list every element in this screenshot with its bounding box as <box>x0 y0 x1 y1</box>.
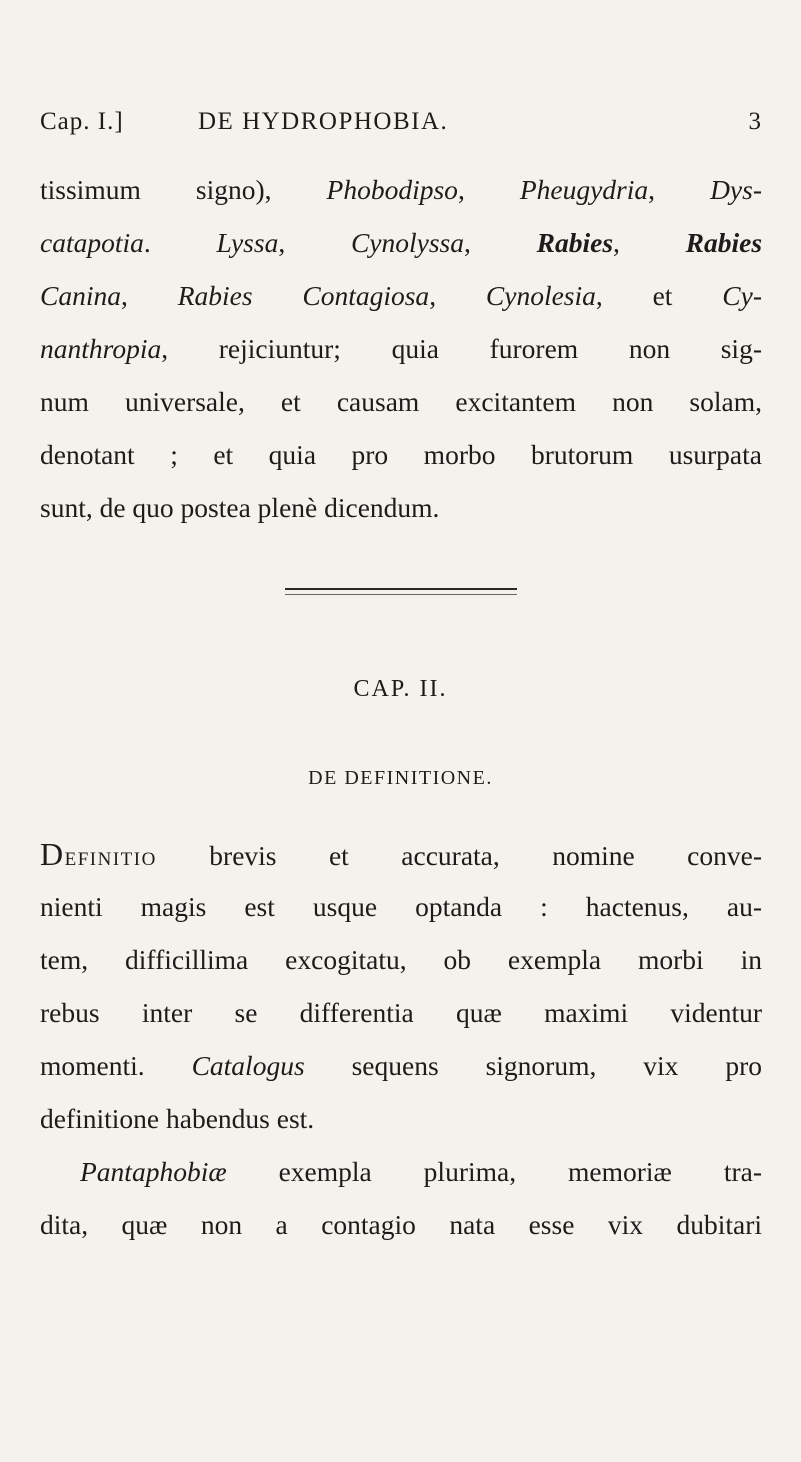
page-number: 3 <box>748 108 762 135</box>
text-line: nanthropia, rejiciuntur; quia furorem non sig- <box>40 333 762 364</box>
running-head-chapter: Cap. I.] <box>40 108 124 135</box>
text-line: catapotia. Lyssa, Cynolyssa, Rabies, Rabies <box>40 227 763 258</box>
text-line: rebus inter se differentia quæ maximi videntur <box>40 997 762 1028</box>
text-line: Pantaphobiæ exempla plurima, memoriæ tra- <box>80 1156 762 1187</box>
text-line: dita, quæ non a contagio nata esse vix dubitari <box>40 1209 762 1240</box>
text-line: denotant ; et quia pro morbo brutorum usurpata <box>40 439 762 470</box>
text-line: tem, difficillima excogitatu, ob exempla morbi in <box>40 944 762 975</box>
text-line: tissimum signo), Phobodipso, Pheugydria, Dys- <box>40 174 762 205</box>
running-head <box>40 108 762 148</box>
opening-word: Definitio <box>40 836 157 872</box>
text-line: sunt, de quo postea plenè dicendum. <box>40 492 440 523</box>
text-line: momenti. Catalogus sequens signorum, vix pro <box>40 1050 762 1081</box>
text-line: num universale, et causam excitantem non solam, <box>40 386 762 417</box>
running-head-title: DE HYDROPHOBIA. <box>198 108 449 135</box>
chapter-title: DE DEFINITIONE. <box>308 767 493 789</box>
chapter-number: CAP. II. <box>353 676 448 702</box>
text-line: Definitio brevis et accurata, nomine conve- <box>40 836 762 872</box>
section-divider <box>285 588 517 595</box>
text-line: Canina, Rabies Contagiosa, Cynolesia, et Cy- <box>40 280 762 311</box>
text-line: definitione habendus est. <box>40 1103 315 1134</box>
text-line: nienti magis est usque optanda : hactenus, au- <box>40 891 762 922</box>
